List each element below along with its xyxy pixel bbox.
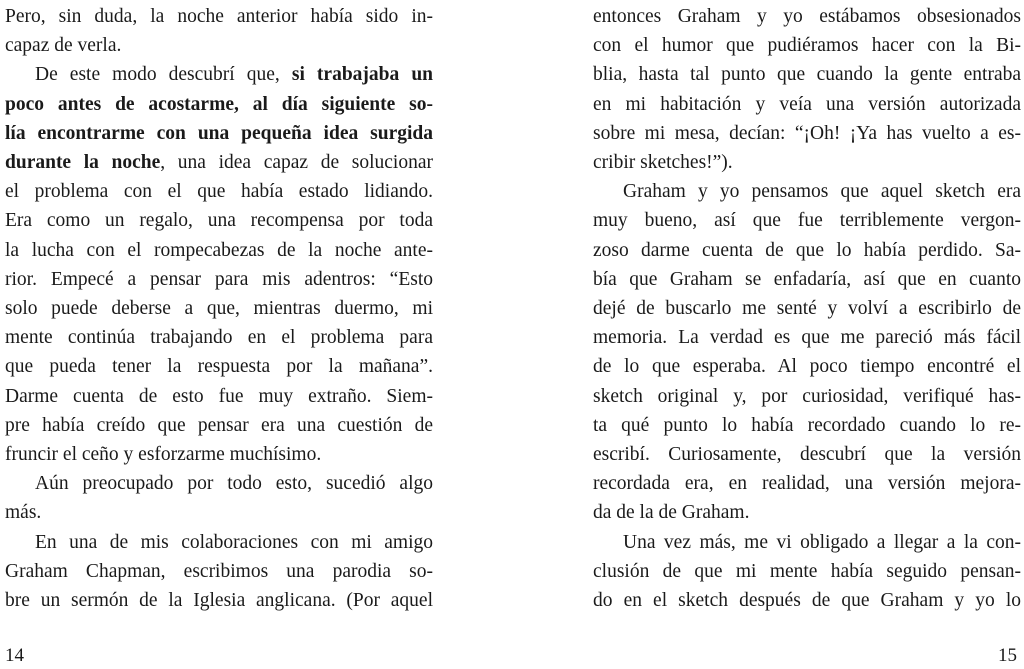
text-line: da de la de Graham. <box>593 502 750 524</box>
text-line: recordada era, en realidad, una versión mejora- <box>593 473 1021 495</box>
text-line: Graham Chapman, escribimos una parodia so- <box>5 560 433 582</box>
text-line: muy bueno, así que fue terriblemente vergon- <box>593 210 1021 232</box>
text-line: zoso darme cuenta de que lo había perdido. Sa- <box>593 239 1021 261</box>
text-line: Graham y yo pensamos que aquel sketch era <box>623 181 1021 203</box>
text-line: con el humor que pudiéramos hacer con la Bi- <box>593 35 1021 57</box>
page-number-left: 14 <box>5 645 24 666</box>
text-line: Aún preocupado por todo esto, sucedió algo <box>35 473 433 495</box>
text-line: bía que Graham se enfadaría, así que en cuanto <box>593 268 1021 290</box>
text-line: blia, hasta tal punto que cuando la gente entraba <box>593 64 1021 86</box>
text-line: Una vez más, me vi obligado a llegar a la con- <box>623 531 1021 553</box>
text-line: que pueda tener la respuesta por la mañana”. <box>5 356 433 378</box>
text-line: rior. Empecé a pensar para mis adentros: “Esto <box>5 268 433 290</box>
text-line: escribí. Curiosamente, descubrí que la versión <box>593 444 1021 465</box>
text-line: fruncir el ceño y esforzarme muchísimo. <box>5 444 322 465</box>
text-line: mente continúa trabajando en el problema para <box>5 327 433 349</box>
text-line: De este modo descubrí que, si trabajaba un <box>35 64 434 86</box>
text-line: memoria. La verdad es que me pareció más fácil <box>593 327 1021 349</box>
text-line: más. <box>5 502 42 524</box>
text-line: la lucha con el rompecabezas de la noche ante- <box>5 239 433 261</box>
text-line: en mi habitación y veía una versión autorizada <box>593 93 1021 115</box>
text-line: entonces Graham y yo estábamos obsesionados <box>593 6 1021 27</box>
text-line: pre había creído que pensar era una cuestión de <box>5 414 433 436</box>
text-line: ta qué punto lo había recordado cuando lo re- <box>593 414 1021 436</box>
text-line: capaz de verla. <box>5 35 122 57</box>
text-line: En una de mis colaboraciones con mi amigo <box>35 531 433 553</box>
text-line: clusión de que mi mente había seguido pensan- <box>593 560 1021 582</box>
text-line: durante la noche, una idea capaz de solucionar <box>5 152 433 173</box>
text-line: dejé de buscarlo me senté y volví a escribirlo de <box>593 298 1021 319</box>
text-line: sketch original y, por curiosidad, verifiqué has- <box>593 385 1021 407</box>
text-line: Darme cuenta de esto fue muy extraño. Siem- <box>5 385 433 407</box>
text-line: de lo que esperaba. Al poco tiempo encontré el <box>593 356 1021 378</box>
text-line: Era como un regalo, una recompensa por toda <box>5 210 433 232</box>
text-line: lía encontrarme con una pequeña idea surgida <box>5 122 433 144</box>
text-line: sobre mi mesa, decían: “¡Oh! ¡Ya has vuelto a es- <box>593 122 1021 144</box>
text-line: bre un sermón de la Iglesia anglicana. (Por aquel <box>5 590 433 611</box>
text-line: do en el sketch después de que Graham y yo lo <box>593 590 1021 611</box>
text-line: el problema con el que había estado lidiando. <box>5 181 433 203</box>
text-line: solo puede deberse a que, mientras duermo, mi <box>5 298 433 319</box>
page-number-right: 15 <box>998 645 1017 666</box>
text-line: Pero, sin duda, la noche anterior había sido in- <box>5 6 433 27</box>
text-line: cribir sketches!”). <box>593 152 733 173</box>
text-line: poco antes de acostarme, al día siguiente so- <box>5 93 433 115</box>
